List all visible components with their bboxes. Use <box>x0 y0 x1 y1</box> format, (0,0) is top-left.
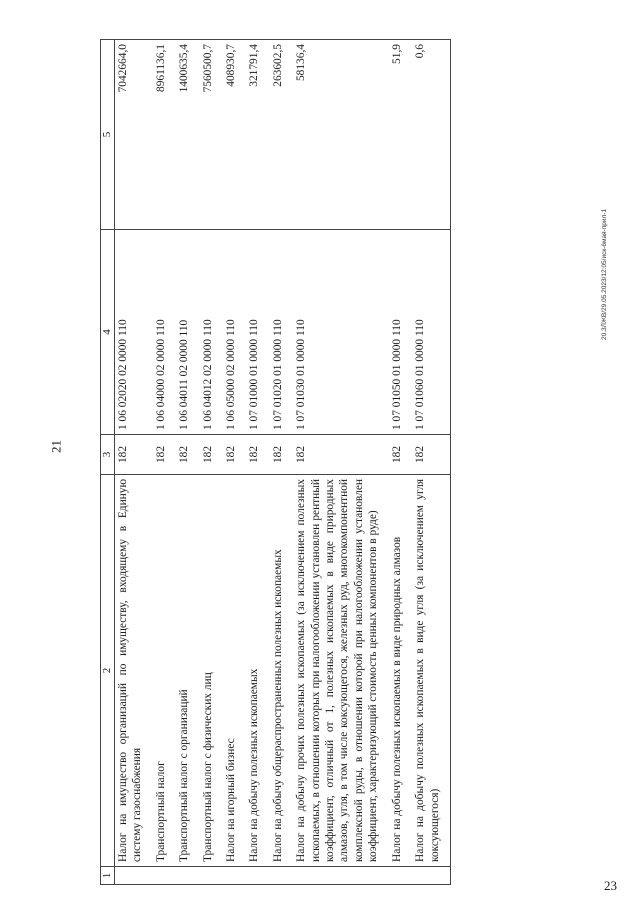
row-cell-name: Налог на добычу полезных ископаемых в виде природных алмазов <box>389 475 412 867</box>
row-cell-code: 1 07 01030 01 0000 110 <box>293 230 388 435</box>
row-cell-admin: 182 <box>412 435 450 475</box>
row-cell-name: Налог на добычу полезных ископаемых <box>246 475 269 867</box>
row-cell-admin: 182 <box>293 435 388 475</box>
row-cell-name: Налог на добычу прочих полезных ископаемых (за исключением полезных ископаемых, в отношении которых при налогообложении установлен рентный коэффициент, отличный от 1, полезных ископаемых в виде природных алмазов, угля, в том числе коксующегося, железных руд, многокомпонентной комплексной руды, в отношении которой при налогообложении установлен коэффициент, характеризующий стоимость ценных компонентов в руде) <box>293 475 388 867</box>
row-cell-code: 1 07 01050 01 0000 110 <box>389 230 412 435</box>
row-cell-index <box>412 867 450 885</box>
row-cell-index <box>176 867 199 885</box>
document-side-code: 20.3ЛЖВ/29.05.2023/12:05/иск-6мая-прил-1 <box>601 208 608 340</box>
row-cell-index <box>223 867 246 885</box>
table-row <box>270 40 293 885</box>
row-cell-name: Транспортный налог с физических лиц <box>200 475 223 867</box>
row-cell-amount: 1400635,4 <box>176 40 199 230</box>
row-cell-admin: 182 <box>115 435 153 475</box>
row-cell-name: Транспортный налог с организаций <box>176 475 199 867</box>
table-row <box>200 40 223 885</box>
row-cell-admin: 182 <box>200 435 223 475</box>
table-row <box>389 40 412 885</box>
row-cell-index <box>153 867 176 885</box>
header-col-5: 5 <box>101 40 115 230</box>
row-cell-index <box>389 867 412 885</box>
row-cell-admin: 182 <box>246 435 269 475</box>
table-row <box>153 40 176 885</box>
row-cell-amount: 321791,4 <box>246 40 269 230</box>
row-cell-code: 1 06 05000 02 0000 110 <box>223 230 246 435</box>
table-header-row <box>101 40 115 885</box>
table-row <box>223 40 246 885</box>
row-cell-name: Транспортный налог <box>153 475 176 867</box>
revenue-table <box>100 39 451 885</box>
row-cell-admin: 182 <box>176 435 199 475</box>
row-cell-amount: 58136,4 <box>293 40 388 230</box>
header-col-3: 3 <box>101 435 115 475</box>
row-cell-amount: 408930,7 <box>223 40 246 230</box>
row-cell-code: 1 07 01020 01 0000 110 <box>270 230 293 435</box>
row-cell-amount: 7560500,7 <box>200 40 223 230</box>
row-cell-admin: 182 <box>270 435 293 475</box>
table-row <box>115 40 153 885</box>
table-row <box>176 40 199 885</box>
row-cell-index <box>200 867 223 885</box>
row-cell-amount: 8961136,1 <box>153 40 176 230</box>
row-cell-code: 1 06 04000 02 0000 110 <box>153 230 176 435</box>
row-cell-amount: 0,6 <box>412 40 450 230</box>
row-cell-code: 1 07 01000 01 0000 110 <box>246 230 269 435</box>
header-col-2: 2 <box>101 475 115 867</box>
row-cell-amount: 51,9 <box>389 40 412 230</box>
row-cell-index <box>246 867 269 885</box>
row-cell-name: Налог на добычу общераспространенных полезных ископаемых <box>270 475 293 867</box>
table-row <box>412 40 450 885</box>
row-cell-admin: 182 <box>389 435 412 475</box>
row-cell-code: 1 06 04012 02 0000 110 <box>200 230 223 435</box>
row-cell-code: 1 06 02020 02 0000 110 <box>115 230 153 435</box>
table-row <box>293 40 388 885</box>
row-cell-code: 1 06 04011 02 0000 110 <box>176 230 199 435</box>
row-cell-code: 1 07 01060 01 0000 110 <box>412 230 450 435</box>
page-number-top: 21 <box>48 440 64 453</box>
row-cell-index <box>293 867 388 885</box>
row-cell-amount: 7042664,0 <box>115 40 153 230</box>
header-col-1: 1 <box>101 867 115 885</box>
row-cell-admin: 182 <box>153 435 176 475</box>
row-cell-admin: 182 <box>223 435 246 475</box>
row-cell-name: Налог на имущество организаций по имуществу, входящему в Единую систему газоснабжения <box>115 475 153 867</box>
row-cell-index <box>270 867 293 885</box>
rotated-table-block <box>100 40 590 885</box>
page-number-bottom: 23 <box>604 878 617 893</box>
header-col-4: 4 <box>101 230 115 435</box>
row-cell-amount: 263602,5 <box>270 40 293 230</box>
row-cell-name: Налог на добычу полезных ископаемых в виде угля (за исключением угля коксующегося) <box>412 475 450 867</box>
row-cell-name: Налог на игорный бизнес <box>223 475 246 867</box>
row-cell-index <box>115 867 153 885</box>
table-row <box>246 40 269 885</box>
